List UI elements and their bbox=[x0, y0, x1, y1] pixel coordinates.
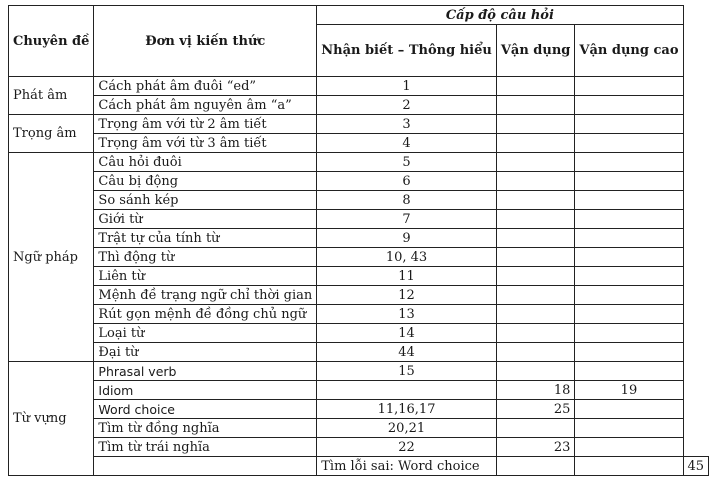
header-level-recognize: Nhận biết – Thông hiểu bbox=[317, 25, 497, 77]
recognize-cell: 8 bbox=[317, 191, 497, 210]
recognize-cell bbox=[317, 381, 497, 400]
unit-cell: Thì động từ bbox=[94, 248, 317, 267]
advanced-cell bbox=[575, 191, 683, 210]
recognize-cell: 9 bbox=[317, 229, 497, 248]
advanced-cell bbox=[575, 362, 683, 381]
table-row bbox=[9, 438, 709, 457]
table-row bbox=[9, 229, 709, 248]
header-level-apply: Vận dụng bbox=[496, 25, 575, 77]
advanced-cell bbox=[575, 324, 683, 343]
unit-cell: Tìm từ trái nghĩa bbox=[94, 438, 317, 457]
apply-cell bbox=[496, 96, 575, 115]
apply-cell bbox=[496, 419, 575, 438]
advanced-cell bbox=[575, 210, 683, 229]
recognize-cell: 20,21 bbox=[317, 419, 497, 438]
advanced-cell bbox=[575, 115, 683, 134]
advanced-cell bbox=[575, 229, 683, 248]
header-level-advanced: Vận dụng cao bbox=[575, 25, 683, 77]
apply-cell bbox=[496, 229, 575, 248]
recognize-cell: 1 bbox=[317, 77, 497, 96]
recognize-cell: 15 bbox=[317, 362, 497, 381]
unit-cell: Trọng âm với từ 2 âm tiết bbox=[94, 115, 317, 134]
advanced-cell bbox=[575, 419, 683, 438]
unit-cell: Tìm từ đồng nghĩa bbox=[94, 419, 317, 438]
unit-cell: Trật tự của tính từ bbox=[94, 229, 317, 248]
table-row bbox=[9, 286, 709, 305]
topic-cell: Ngữ pháp bbox=[9, 153, 94, 362]
table-row bbox=[9, 400, 709, 419]
table-row bbox=[9, 419, 709, 438]
apply-cell bbox=[496, 134, 575, 153]
header-question-level: Cấp độ câu hỏi bbox=[317, 6, 683, 25]
unit-cell: Câu bị động bbox=[94, 172, 317, 191]
advanced-cell bbox=[575, 286, 683, 305]
recognize-cell: 5 bbox=[317, 153, 497, 172]
topic-cell-empty bbox=[94, 457, 317, 476]
table-row bbox=[9, 362, 709, 381]
unit-cell: Cách phát âm đuôi “ed” bbox=[94, 77, 317, 96]
advanced-cell bbox=[575, 153, 683, 172]
advanced-cell bbox=[575, 305, 683, 324]
recognize-cell: 11,16,17 bbox=[317, 400, 497, 419]
apply-cell bbox=[496, 362, 575, 381]
advanced-cell: 45 bbox=[683, 457, 709, 476]
recognize-cell bbox=[496, 457, 575, 476]
unit-cell: Đại từ bbox=[94, 343, 317, 362]
recognize-cell: 11 bbox=[317, 267, 497, 286]
unit-cell: Liên từ bbox=[94, 267, 317, 286]
apply-cell bbox=[496, 77, 575, 96]
header-knowledge-unit: Đơn vị kiến thức bbox=[94, 6, 317, 77]
apply-cell bbox=[496, 324, 575, 343]
question-matrix-table bbox=[8, 5, 709, 476]
unit-cell: Câu hỏi đuôi bbox=[94, 153, 317, 172]
table-row bbox=[9, 115, 709, 134]
topic-cell: Phát âm bbox=[9, 77, 94, 115]
advanced-cell bbox=[575, 400, 683, 419]
table-row bbox=[9, 77, 709, 96]
recognize-cell: 44 bbox=[317, 343, 497, 362]
apply-cell: 18 bbox=[496, 381, 575, 400]
unit-cell: Giới từ bbox=[94, 210, 317, 229]
unit-cell: Word choice bbox=[94, 400, 317, 419]
table-row bbox=[9, 305, 709, 324]
recognize-cell: 14 bbox=[317, 324, 497, 343]
table-row bbox=[9, 248, 709, 267]
advanced-cell bbox=[575, 267, 683, 286]
unit-cell: Cách phát âm nguyên âm “a” bbox=[94, 96, 317, 115]
table-row bbox=[9, 153, 709, 172]
table-row bbox=[9, 457, 709, 476]
advanced-cell bbox=[575, 248, 683, 267]
apply-cell bbox=[496, 153, 575, 172]
advanced-cell bbox=[575, 96, 683, 115]
table-row bbox=[9, 267, 709, 286]
recognize-cell: 7 bbox=[317, 210, 497, 229]
table-row bbox=[9, 172, 709, 191]
advanced-cell bbox=[575, 343, 683, 362]
unit-cell: Mệnh đề trạng ngữ chỉ thời gian bbox=[94, 286, 317, 305]
table-row bbox=[9, 134, 709, 153]
apply-cell bbox=[496, 267, 575, 286]
recognize-cell: 10, 43 bbox=[317, 248, 497, 267]
apply-cell bbox=[496, 343, 575, 362]
unit-cell: Phrasal verb bbox=[94, 362, 317, 381]
recognize-cell: 3 bbox=[317, 115, 497, 134]
advanced-cell: 19 bbox=[575, 381, 683, 400]
unit-cell: Tìm lỗi sai: Word choice bbox=[317, 457, 497, 476]
unit-cell: Trọng âm với từ 3 âm tiết bbox=[94, 134, 317, 153]
table-row bbox=[9, 324, 709, 343]
table-row bbox=[9, 381, 709, 400]
advanced-cell bbox=[575, 438, 683, 457]
recognize-cell: 2 bbox=[317, 96, 497, 115]
recognize-cell: 6 bbox=[317, 172, 497, 191]
apply-cell bbox=[496, 115, 575, 134]
recognize-cell: 13 bbox=[317, 305, 497, 324]
table-row bbox=[9, 210, 709, 229]
recognize-cell: 4 bbox=[317, 134, 497, 153]
advanced-cell bbox=[575, 172, 683, 191]
table-row bbox=[9, 343, 709, 362]
apply-cell bbox=[575, 457, 683, 476]
apply-cell bbox=[496, 172, 575, 191]
apply-cell bbox=[496, 248, 575, 267]
apply-cell bbox=[496, 286, 575, 305]
apply-cell: 25 bbox=[496, 400, 575, 419]
advanced-cell bbox=[575, 134, 683, 153]
recognize-cell: 22 bbox=[317, 438, 497, 457]
header-topic: Chuyên đề bbox=[9, 6, 94, 77]
apply-cell: 23 bbox=[496, 438, 575, 457]
table-row bbox=[9, 96, 709, 115]
document-page bbox=[8, 5, 709, 476]
topic-cell: Trọng âm bbox=[9, 115, 94, 153]
apply-cell bbox=[496, 210, 575, 229]
apply-cell bbox=[496, 191, 575, 210]
header-row-1 bbox=[9, 6, 709, 25]
table-row bbox=[9, 191, 709, 210]
unit-cell: So sánh kép bbox=[94, 191, 317, 210]
advanced-cell bbox=[575, 77, 683, 96]
recognize-cell: 12 bbox=[317, 286, 497, 305]
unit-cell: Rút gọn mệnh đề đồng chủ ngữ bbox=[94, 305, 317, 324]
unit-cell: Loại từ bbox=[94, 324, 317, 343]
apply-cell bbox=[496, 305, 575, 324]
topic-cell: Từ vựng bbox=[9, 362, 94, 476]
unit-cell: Idiom bbox=[94, 381, 317, 400]
